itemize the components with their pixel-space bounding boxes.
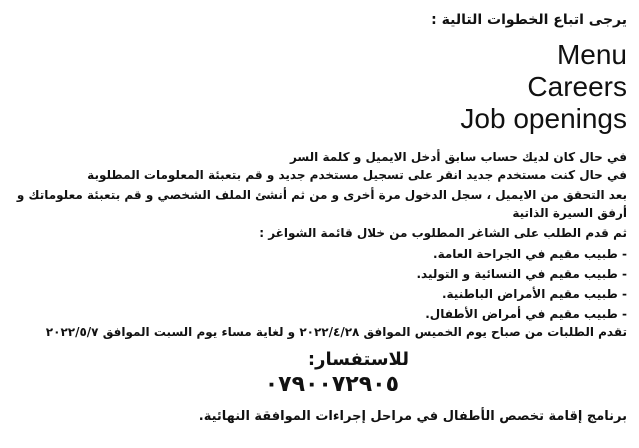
step-4: ثم قدم الطلب على الشاغر المطلوب من خلال قائمة الشواغر : [259,226,627,240]
position-obgyn: - طبيب مقيم في النسائية و التوليد. [416,267,627,281]
position-general-surgery: - طبيب مقيم في الجراحة العامة. [433,247,627,261]
contact-label: للاستفسار: [307,349,409,370]
step-3-continued: أرفق السيرة الذاتية [512,206,627,220]
nav-careers-label: Careers [527,71,627,102]
nav-menu[interactable] [557,40,627,70]
footer-note: برنامج إقامة تخصص الأطفال في مراحل إجراءات الموافقة النهائية. [198,409,627,424]
nav-job-openings[interactable] [460,104,627,134]
step-1: في حال كان لديك حساب سابق أدخل الايميل و كلمة السر [289,150,627,164]
position-pediatrics: - طبيب مقيم في أمراض الأطفال. [425,307,627,321]
nav-job-openings-label: Job openings [460,103,627,134]
deadline-text: تقدم الطلبات من صباح يوم الخميس الموافق ٢٠٢٢/٤/٢٨ و لغاية مساء يوم السبت الموافق ٢٠٢٢/٥/٧ [45,325,627,339]
nav-careers[interactable] [527,72,627,102]
intro-heading: يرجى اتباع الخطوات التالية : [431,12,627,28]
nav-menu-label: Menu [556,39,627,70]
step-3: بعد التحقق من الايميل ، سجل الدخول مرة أخرى و من ثم أنشئ الملف الشخصي و قم بتعبئة معلوماتك و [16,188,627,202]
position-internal-medicine: - طبيب مقيم الأمراض الباطنية. [441,287,627,301]
step-2: في حال كنت مستخدم جديد انقر على تسجيل مستخدم جديد و قم بتعبئة المعلومات المطلوبة [87,168,627,182]
contact-phone: ٠٧٩٠٠٧٢٩٠٥ [264,372,399,397]
